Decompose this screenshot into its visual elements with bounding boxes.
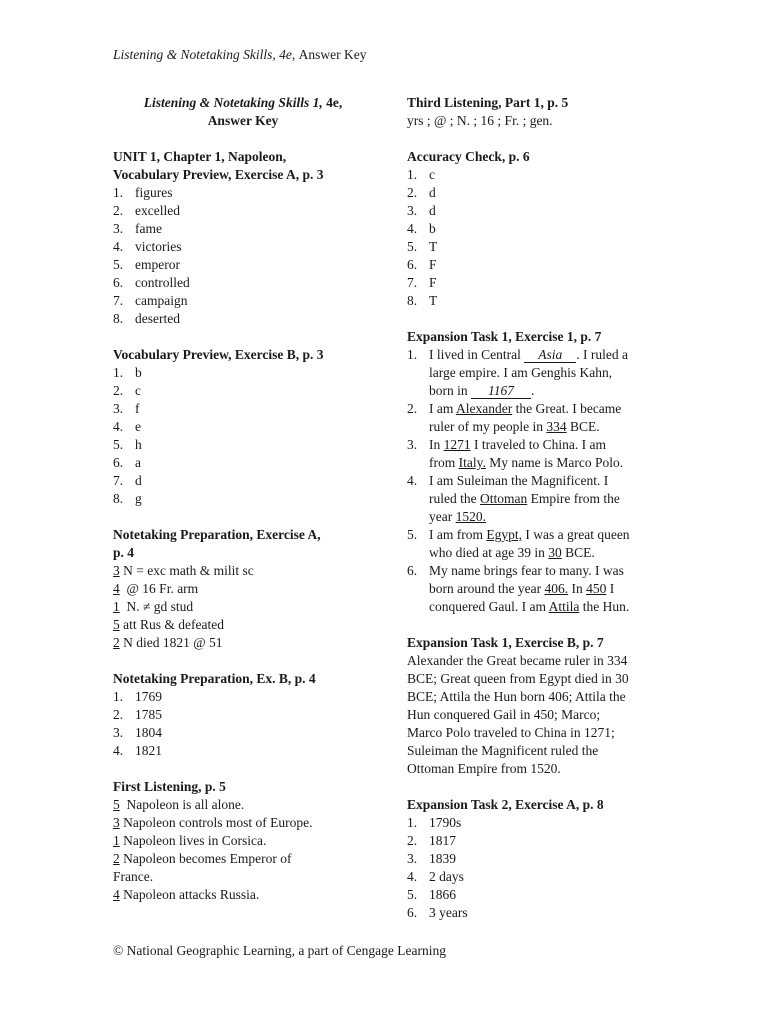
list-item [407,904,657,922]
item-text: the Great. I became [512,401,622,416]
item-text: att Rus & defeated [119,617,224,632]
item-text: 1785 [135,707,162,722]
section-third-listening [407,94,657,130]
item-text: I was a great queen [521,527,630,542]
section-prep-b [113,670,373,760]
section-title: Third Listening, Part 1, p. 5 [407,95,569,110]
doc-title-edition: 4e, [322,95,343,110]
item-text: g [135,491,142,506]
item-text: b [135,365,142,380]
item-text: 1769 [135,689,162,704]
item-text: d [429,203,436,218]
paragraph-line: BCE; Attila the Hun born 406; Attila the [407,689,626,704]
item-text: France. [113,869,154,884]
item-text: campaign [135,293,188,308]
item-text: c [135,383,141,398]
item-number: 2. [407,185,418,200]
doc-title-line2: Answer Key [207,113,279,128]
answer-underlined: 406. [544,581,569,596]
section-vocab-b [113,346,373,508]
answer-underlined: Italy. [458,455,486,470]
section-title: UNIT 1, Chapter 1, Napoleon, [113,149,287,164]
section-first-listening [113,778,373,904]
list-item [113,364,373,382]
list-item [113,202,373,220]
answer-list [407,166,657,310]
header-title-rest: Answer Key [298,47,367,62]
item-text: I traveled to China. I am [470,437,606,452]
item-text: who died at age 39 in [429,545,549,560]
item-order-number: 2 [113,851,120,866]
answer-underlined: Egypt, [486,527,522,542]
item-number: 4. [113,419,124,434]
list-item [407,868,657,886]
item-text: victories [135,239,182,254]
answer-blank: 1167 [471,383,531,399]
item-order-number: 2 [113,635,120,650]
item-text: F [429,275,437,290]
item-text: @ 16 Fr. arm [119,581,199,596]
item-number: 6. [113,275,124,290]
item-text: a [135,455,141,470]
item-text: I am Suleiman the Magnificent. I [429,473,609,488]
item-text: Empire from the [527,491,620,506]
list-item [113,382,373,400]
list-item [113,436,373,454]
answer-underlined: Attila [548,599,580,614]
answer-underlined: 450 [586,581,607,596]
answer-underlined: 1520. [455,509,486,524]
item-number: 5. [407,239,418,254]
doc-title-italic: Listening & Notetaking Skills 1, [143,95,323,110]
item-text: In [429,437,444,452]
list-item [113,238,373,256]
item-text: 3 years [429,905,468,920]
item-number: 4. [113,743,124,758]
item-text: Napoleon is all alone. [119,797,245,812]
section-expansion-2 [407,796,657,922]
answer-list [113,688,373,760]
paragraph-line: Suleiman the Magnificent ruled the [407,743,599,758]
item-text: year [429,509,456,524]
item-text: excelled [135,203,180,218]
paragraph-line: Ottoman Empire from 1520. [407,761,561,776]
notes-text: yrs ; @ ; N. ; 16 ; Fr. ; gen. [407,113,553,128]
answer-underlined: Alexander [456,401,513,416]
item-number: 5. [407,887,418,902]
list-item [113,490,373,508]
section-title: First Listening, p. 5 [113,779,226,794]
list-item [113,598,373,616]
item-text: large empire. I am Genghis Kahn, [429,365,613,380]
document-title [113,94,373,130]
item-text: d [429,185,436,200]
item-number: 3. [113,221,124,236]
list-item [407,256,657,274]
item-text: 1866 [429,887,456,902]
item-text: N died 1821 @ 51 [119,635,223,650]
list-item [113,274,373,292]
answer-list [407,814,657,922]
section-prep-a [113,526,373,652]
item-number: 2. [113,203,124,218]
list-item [113,868,373,886]
item-text: 1790s [429,815,462,830]
answer-list [113,364,373,508]
item-text: 1804 [135,725,162,740]
section-expansion-1 [407,328,657,616]
right-column [407,94,657,940]
item-text: born around the year [429,581,545,596]
list-item [113,706,373,724]
item-text: d [135,473,142,488]
paragraph-line: Marco Polo traveled to China in 1271; [407,725,615,740]
item-number: 6. [113,455,124,470]
item-text: ruler of my people in [429,419,547,434]
answer-underlined: 30 [548,545,562,560]
item-number: 8. [113,491,124,506]
list-item [113,724,373,742]
list-item [113,634,373,652]
item-text: I am [429,401,456,416]
section-title: Expansion Task 2, Exercise A, p. 8 [407,797,604,812]
item-text: the Hun. [579,599,630,614]
section-accuracy-check [407,148,657,310]
item-number: 5. [407,527,418,542]
item-text: c [429,167,435,182]
item-order-number: 5 [113,797,120,812]
item-number: 7. [113,293,124,308]
list-item [113,886,373,904]
item-text: fame [135,221,162,236]
item-text: . [531,383,535,398]
item-number: 2. [113,707,124,722]
section-title: Notetaking Preparation, Ex. B, p. 4 [113,671,316,686]
list-item [113,400,373,418]
item-order-number: 3 [113,563,120,578]
item-text: b [429,221,436,236]
item-order-number: 3 [113,815,120,830]
item-text: My name brings fear to many. I was [429,563,624,578]
item-number: 2. [407,833,418,848]
item-text: T [429,293,438,308]
paragraph [407,652,657,778]
item-text: 1839 [429,851,456,866]
list-item [113,292,373,310]
item-number: 2. [407,401,418,416]
item-number: 3. [113,725,124,740]
list-item [407,400,657,436]
item-text: F [429,257,437,272]
item-text: 1817 [429,833,456,848]
section-title: Accuracy Check, p. 6 [407,149,530,164]
list-item [113,832,373,850]
item-text: . I ruled a [576,347,628,362]
item-number: 8. [113,311,124,326]
item-number: 7. [113,473,124,488]
list-item [407,274,657,292]
item-text: from [429,455,459,470]
item-number: 3. [113,401,124,416]
section-title: Notetaking Preparation, Exercise A, [113,527,321,542]
item-order-number: 4 [113,581,120,596]
item-number: 4. [407,473,418,488]
item-text: Napoleon becomes Emperor of [119,851,292,866]
list-item [407,814,657,832]
item-number: 3. [407,203,418,218]
list-item [113,454,373,472]
section-title: Vocabulary Preview, Exercise A, p. 3 [113,167,324,182]
item-text: I am from [429,527,487,542]
list-item [113,850,373,868]
item-text: figures [135,185,173,200]
list-item [407,166,657,184]
item-text: Napoleon controls most of Europe. [119,815,313,830]
header-title-italic: Listening & Notetaking Skills, 4e, [113,47,296,62]
paragraph-line: BCE; Great queen from Egypt died in 30 [407,671,629,686]
item-number: 8. [407,293,418,308]
item-text: My name is Marco Polo. [485,455,624,470]
list-item [113,580,373,598]
section-expansion-1b [407,634,657,778]
list-item [113,184,373,202]
answer-underlined: Ottoman [479,491,528,506]
copyright-footer: © National Geographic Learning, a part of Cengage Learning [113,943,446,958]
answer-blank: Asia [524,347,576,363]
item-order-number: 4 [113,887,120,902]
item-number: 3. [407,437,418,452]
section-title: p. 4 [113,545,135,560]
item-number: 1. [407,347,418,362]
item-number: 1. [113,365,124,380]
answer-underlined: 1271 [443,437,471,452]
item-text: I [606,581,615,596]
item-number: 1. [407,167,418,182]
item-number: 6. [407,257,418,272]
item-text: N = exc math & milit sc [119,563,254,578]
item-number: 7. [407,275,418,290]
list-item [407,526,657,562]
item-text: 1821 [135,743,162,758]
item-text: Napoleon lives in Corsica. [119,833,267,848]
item-number: 1. [113,185,124,200]
list-item [113,256,373,274]
list-item [113,472,373,490]
item-number: 4. [407,869,418,884]
list-item [407,220,657,238]
answer-list [113,184,373,328]
item-text: h [135,437,142,452]
list-item [407,886,657,904]
item-order-number: 5 [113,617,120,632]
item-text: controlled [135,275,190,290]
list-item [113,742,373,760]
item-number: 6. [407,563,418,578]
list-item [407,346,657,400]
list-item [407,292,657,310]
item-text: born in [429,383,471,398]
item-number: 4. [407,221,418,236]
item-text: conquered Gaul. I am [429,599,549,614]
list-item [113,310,373,328]
list-item [407,832,657,850]
paragraph-line: Hun conquered Gail in 450; Marco; [407,707,601,722]
item-text: f [135,401,140,416]
list-item [407,472,657,526]
item-text: T [429,239,438,254]
item-text: e [135,419,141,434]
item-order-number: 1 [113,833,120,848]
list-item [113,220,373,238]
item-text: N. ≠ gd stud [119,599,194,614]
list-item [113,562,373,580]
list-item [113,814,373,832]
item-number: 2. [113,383,124,398]
item-number: 5. [113,437,124,452]
list-item [407,184,657,202]
list-item [407,562,657,616]
left-column [113,94,373,922]
list-item [113,616,373,634]
section-title: Expansion Task 1, Exercise 1, p. 7 [407,329,602,344]
item-text: ruled the [429,491,480,506]
item-number: 1. [113,689,124,704]
item-number: 4. [113,239,124,254]
item-text: In [568,581,587,596]
section-vocab-a [113,148,373,328]
item-text: emperor [135,257,180,272]
item-text: I lived in Central [429,347,525,362]
list-item [407,436,657,472]
running-header [113,46,366,64]
list-item [113,688,373,706]
item-number: 1. [407,815,418,830]
list-item [113,796,373,814]
item-number: 5. [113,257,124,272]
item-text: BCE. [561,545,595,560]
item-text: 2 days [429,869,464,884]
item-text: deserted [135,311,180,326]
list-item [407,202,657,220]
list-item [407,850,657,868]
item-order-number: 1 [113,599,120,614]
answer-list [113,796,373,904]
answer-underlined: 334 [546,419,567,434]
list-item [113,418,373,436]
item-text: BCE. [566,419,600,434]
paragraph-line: Alexander the Great became ruler in 334 [407,653,628,668]
item-number: 6. [407,905,418,920]
section-title: Vocabulary Preview, Exercise B, p. 3 [113,347,324,362]
item-number: 3. [407,851,418,866]
list-item [407,238,657,256]
section-title: Expansion Task 1, Exercise B, p. 7 [407,635,604,650]
answer-list [113,562,373,652]
item-text: Napoleon attacks Russia. [119,887,260,902]
